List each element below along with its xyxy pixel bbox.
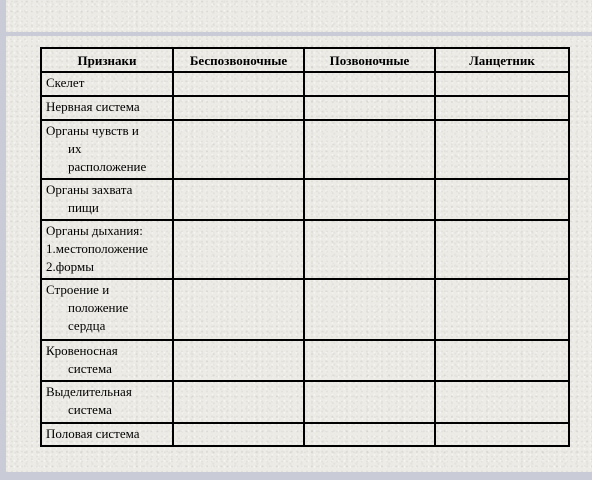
row-label — [41, 120, 173, 179]
cell-invertebrates — [173, 220, 304, 279]
cell-vertebrates — [304, 423, 435, 446]
cell-vertebrates — [304, 381, 435, 423]
row-label-line: расположение — [68, 159, 147, 174]
cell-invertebrates — [173, 120, 304, 179]
slide-top-band — [6, 0, 592, 32]
cell-lancelet — [435, 179, 569, 220]
comparison-table-container — [40, 47, 570, 447]
row-label — [41, 423, 173, 446]
cell-invertebrates — [173, 381, 304, 423]
row-label-line: Кровеносная — [46, 343, 118, 358]
row-label-line: Скелет — [46, 75, 85, 90]
cell-invertebrates — [173, 423, 304, 446]
comparison-table — [40, 47, 570, 447]
cell-lancelet — [435, 72, 569, 96]
table-header-row — [41, 48, 569, 72]
header-invertebrates: Беспозвоночные — [173, 48, 304, 72]
row-label — [41, 381, 173, 423]
table-row-heart-structure — [41, 279, 569, 340]
table-row-circulatory-system — [41, 340, 569, 381]
cell-vertebrates — [304, 340, 435, 381]
cell-invertebrates — [173, 279, 304, 340]
cell-lancelet — [435, 381, 569, 423]
cell-vertebrates — [304, 72, 435, 96]
row-label-line: Органы захвата — [46, 182, 133, 197]
cell-vertebrates — [304, 220, 435, 279]
row-label-line: 2.формы — [46, 259, 94, 274]
table-row-sense-organs — [41, 120, 569, 179]
cell-lancelet — [435, 120, 569, 179]
cell-lancelet — [435, 279, 569, 340]
cell-vertebrates — [304, 279, 435, 340]
table-row-feeding-organs — [41, 179, 569, 220]
row-label — [41, 179, 173, 220]
header-lancelet: Ланцетник — [435, 48, 569, 72]
row-label-line: пищи — [68, 200, 99, 215]
table-row-excretory-system — [41, 381, 569, 423]
cell-invertebrates — [173, 72, 304, 96]
row-label-line: система — [68, 402, 112, 417]
row-label-line: Нервная система — [46, 99, 140, 114]
table-row-respiratory-organs — [41, 220, 569, 279]
row-label — [41, 96, 173, 120]
cell-lancelet — [435, 423, 569, 446]
row-label-line: Выделительная — [46, 384, 132, 399]
row-label — [41, 220, 173, 279]
cell-lancelet — [435, 96, 569, 120]
table-row-reproductive-system — [41, 423, 569, 446]
header-vertebrates: Позвоночные — [304, 48, 435, 72]
cell-invertebrates — [173, 340, 304, 381]
row-label-line: Строение и — [46, 282, 110, 297]
cell-lancelet — [435, 220, 569, 279]
table-row-nervous-system — [41, 96, 569, 120]
row-label — [41, 340, 173, 381]
table-row-skeleton — [41, 72, 569, 96]
cell-invertebrates — [173, 96, 304, 120]
row-label-line: Органы чувств и — [46, 123, 139, 138]
cell-vertebrates — [304, 120, 435, 179]
cell-vertebrates — [304, 96, 435, 120]
row-label-line: сердца — [68, 318, 106, 333]
header-divider — [6, 32, 592, 36]
row-label-line: система — [68, 361, 112, 376]
row-label-line: Половая система — [46, 426, 140, 441]
row-label — [41, 279, 173, 340]
row-label-line: их — [68, 141, 82, 156]
cell-lancelet — [435, 340, 569, 381]
cell-vertebrates — [304, 179, 435, 220]
cell-invertebrates — [173, 179, 304, 220]
header-features: Признаки — [41, 48, 173, 72]
row-label-line: положение — [68, 300, 129, 315]
row-label-line: 1.местоположение — [46, 241, 149, 256]
row-label-line: Органы дыхания: — [46, 223, 143, 238]
row-label — [41, 72, 173, 96]
